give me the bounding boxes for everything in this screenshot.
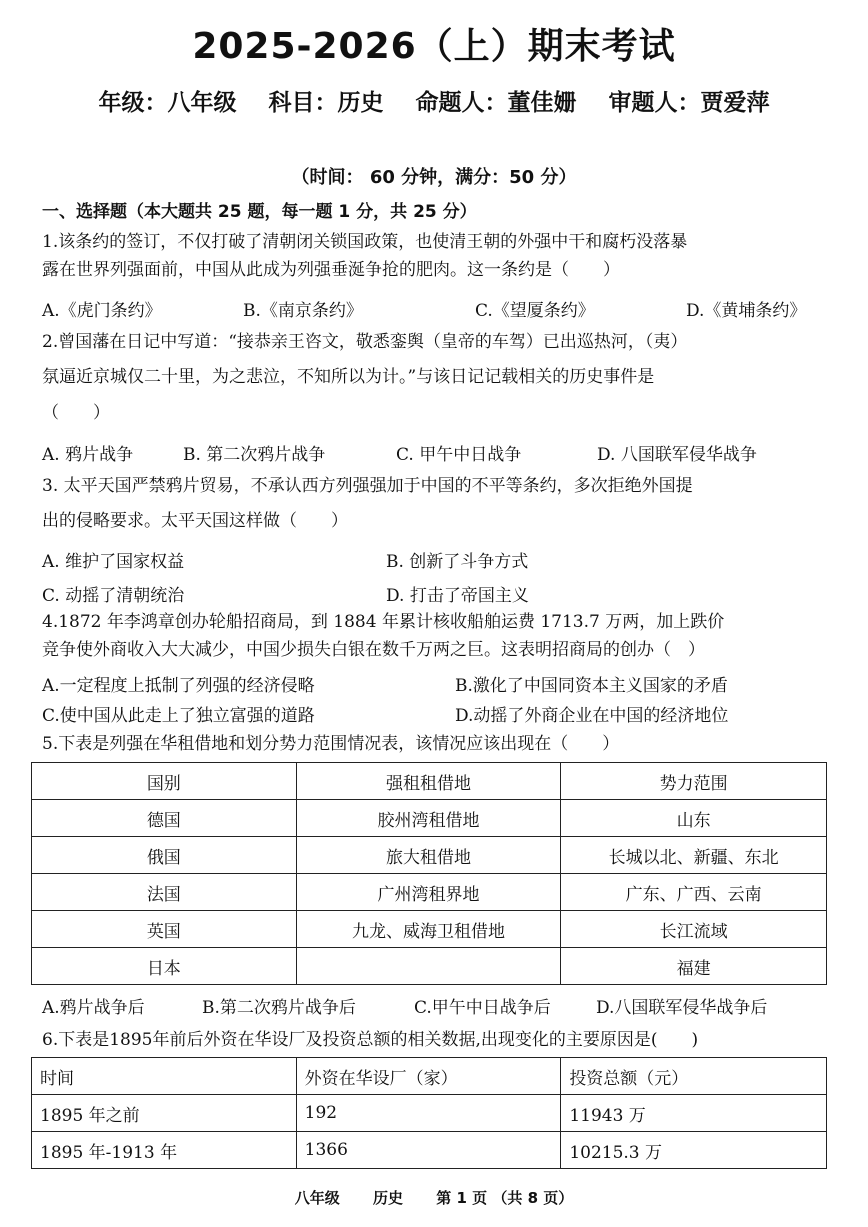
time-info: （时间： 60 分钟，满分：50 分） xyxy=(291,167,577,188)
question-3-option-b: B. 创新了斗争方式 xyxy=(386,552,529,572)
reviewer-label: 审题人：贾爱萍 xyxy=(608,90,770,116)
question-5-option-a: A.鸦片战争后 xyxy=(42,998,145,1018)
table-row xyxy=(32,874,827,911)
table-header-cell: 时间 xyxy=(32,1058,297,1095)
question-5-option-d: D.八国联军侵华战争后 xyxy=(596,998,768,1018)
table-row xyxy=(32,1095,827,1132)
table-cell: 日本 xyxy=(32,948,297,985)
page-footer xyxy=(0,1187,868,1208)
table-cell: 广州湾租界地 xyxy=(296,874,561,911)
table-header-cell: 势力范围 xyxy=(561,763,827,800)
table-row xyxy=(32,1132,827,1169)
table-header-cell: 强租租借地 xyxy=(296,763,561,800)
table-cell: 长城以北、新疆、东北 xyxy=(561,837,827,874)
table-cell: 福建 xyxy=(561,948,827,985)
foreign-investment-table xyxy=(31,1057,827,1169)
question-4-option-c: C.使中国从此走上了独立富强的道路 xyxy=(42,706,315,726)
table-cell: 法国 xyxy=(32,874,297,911)
table-cell: 俄国 xyxy=(32,837,297,874)
author-label: 命题人：董佳姗 xyxy=(415,90,577,116)
question-2-option-b: B. 第二次鸦片战争 xyxy=(183,445,326,465)
table-cell: 11943 万 xyxy=(561,1095,827,1132)
question-6-line-1: 6.下表是1895年前后外资在华设厂及投资总额的相关数据,出现变化的主要原因是( ) xyxy=(42,1030,699,1050)
question-1-line-2: 露在世界列强面前，中国从此成为列强垂涎争抢的肥肉。这一条约是（ ） xyxy=(42,260,620,280)
subject-label: 科目：历史 xyxy=(268,90,384,116)
table-cell: 德国 xyxy=(32,800,297,837)
footer-page-number: 第 1 页 （共 8 页） xyxy=(436,1189,574,1207)
table-header-cell: 国别 xyxy=(32,763,297,800)
table-header-cell: 投资总额（元） xyxy=(561,1058,827,1095)
table-header-row xyxy=(32,763,827,800)
sphere-of-influence-table xyxy=(31,762,827,985)
table-header-cell: 外资在华设厂（家） xyxy=(296,1058,561,1095)
exam-meta xyxy=(0,84,868,117)
table-cell: 192 xyxy=(296,1095,561,1132)
table-cell: 1895 年-1913 年 xyxy=(32,1132,297,1169)
question-1-option-b: B.《南京条约》 xyxy=(243,301,363,321)
table-cell: 长江流域 xyxy=(561,911,827,948)
question-1-line-1: 1.该条约的签订，不仅打破了清朝闭关锁国政策，也使清王朝的外强中干和腐朽没落暴 xyxy=(42,232,688,252)
question-1-option-a: A.《虎门条约》 xyxy=(42,301,162,321)
question-3-line-1: 3. 太平天国严禁鸦片贸易，不承认西方列强强加于中国的不平等条约，多次拒绝外国提 xyxy=(42,476,693,496)
table-row xyxy=(32,911,827,948)
table-cell: 旅大租借地 xyxy=(296,837,561,874)
question-3-option-c: C. 动摇了清朝统治 xyxy=(42,586,185,606)
footer-grade: 八年级 xyxy=(294,1189,340,1207)
question-3-option-a: A. 维护了国家权益 xyxy=(42,552,185,572)
table-cell: 胶州湾租借地 xyxy=(296,800,561,837)
question-2-option-a: A. 鸦片战争 xyxy=(42,445,134,465)
question-5-line-1: 5.下表是列强在华租借地和划分势力范围情况表，该情况应该出现在（ ） xyxy=(42,734,620,754)
grade-label: 年级：八年级 xyxy=(98,90,237,116)
table-row xyxy=(32,948,827,985)
question-4-option-d: D.动摇了外商企业在中国的经济地位 xyxy=(455,706,729,726)
question-4-option-a: A.一定程度上抵制了列强的经济侵略 xyxy=(42,676,315,696)
question-2-option-c: C. 甲午中日战争 xyxy=(396,445,522,465)
question-3-line-2: 出的侵略要求。太平天国这样做（ ） xyxy=(42,511,348,531)
question-2-line-2: 氛逼近京城仅二十里，为之悲泣，不知所以为计。”与该日记记载相关的历史事件是 xyxy=(42,367,655,387)
table-cell: 山东 xyxy=(561,800,827,837)
table-cell: 10215.3 万 xyxy=(561,1132,827,1169)
table-header-row xyxy=(32,1058,827,1095)
table-cell xyxy=(296,948,561,985)
question-1-option-d: D.《黄埔条约》 xyxy=(686,301,807,321)
question-5-option-c: C.甲午中日战争后 xyxy=(414,998,551,1018)
question-2-line-1: 2.曾国藩在日记中写道：“接恭亲王咨文，敬悉銮舆（皇帝的车驾）已出巡热河，（夷） xyxy=(42,332,688,352)
question-4-line-2: 竞争使外商收入大大减少，中国少损失白银在数千万两之巨。这表明招商局的创办（ ） xyxy=(42,640,705,660)
footer-subject: 历史 xyxy=(373,1189,404,1207)
question-2-option-d: D. 八国联军侵华战争 xyxy=(597,445,757,465)
table-cell: 广东、广西、云南 xyxy=(561,874,827,911)
section-title: 一、选择题（本大题共 25 题，每一题 1 分，共 25 分） xyxy=(42,202,477,222)
question-4-line-1: 4.1872 年李鸿章创办轮船招商局，到 1884 年累计核收船舶运费 1713.7 万两，加上跌价 xyxy=(42,612,725,632)
table-cell: 1895 年之前 xyxy=(32,1095,297,1132)
question-4-option-b: B.激化了中国同资本主义国家的矛盾 xyxy=(455,676,728,696)
table-cell: 1366 xyxy=(296,1132,561,1169)
table-cell: 九龙、威海卫租借地 xyxy=(296,911,561,948)
table-row xyxy=(32,800,827,837)
question-2-line-3: （ ） xyxy=(42,403,110,423)
exam-title: 2025-2026（上）期末考试 xyxy=(192,26,676,67)
question-3-option-d: D. 打击了帝国主义 xyxy=(386,586,529,606)
table-cell: 英国 xyxy=(32,911,297,948)
question-1-option-c: C.《望厦条约》 xyxy=(475,301,595,321)
table-row xyxy=(32,837,827,874)
question-5-option-b: B.第二次鸦片战争后 xyxy=(202,998,356,1018)
